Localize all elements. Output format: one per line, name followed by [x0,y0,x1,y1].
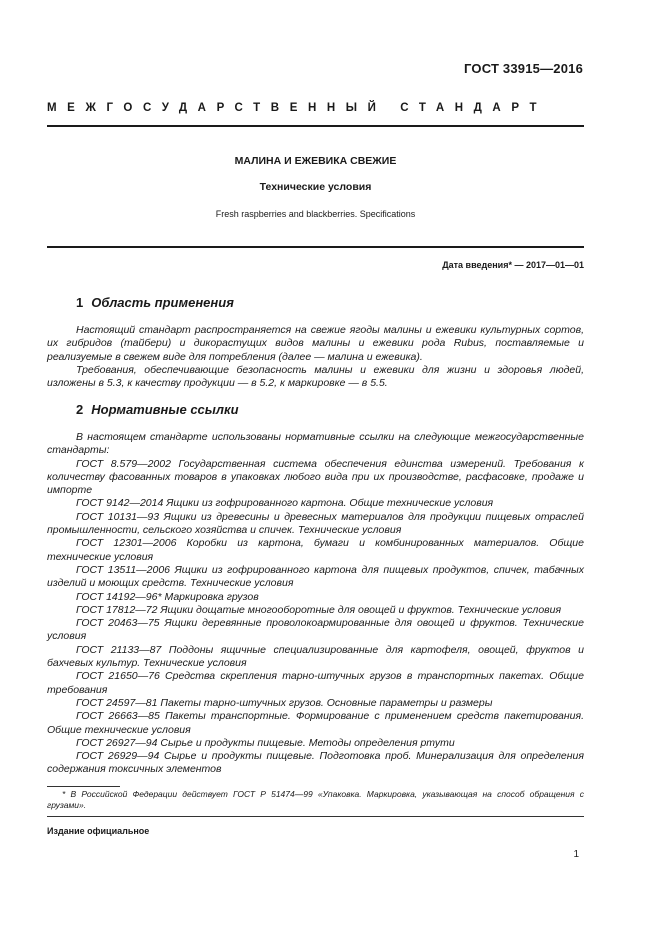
reference-item: ГОСТ 26929—94 Сырье и продукты пищевые. Подготовка проб. Минерализация для определения содержания токсичных элементов [47,750,584,776]
paragraph: Настоящий стандарт распространяется на свежие ягоды малины и ежевики культурных сортов, их гибридов (тайбери) и дикорастущих видов малины и ежевики рода Rubus, поставляемые и реализуемые в свежем виде для потребления (далее — малина и ежевика). [47,324,584,363]
paragraph: В настоящем стандарте использованы нормативные ссылки на следующие межгосударственные стандарты: [47,431,584,457]
document-subtitle: Технические условия [259,181,372,193]
reference-item: ГОСТ 8.579—2002 Государственная система обеспечения единства измерений. Требования к количеству фасованных товаров в упаковках любого вида при их производстве, расфасовке, продаже и импорте [47,457,584,497]
reference-item: ГОСТ 26927—94 Сырье и продукты пищевые. Методы определения ртути [76,736,455,749]
section-heading-scope [76,295,234,310]
reference-item: ГОСТ 17812—72 Ящики дощатые многооборотные для овощей и фруктов. Технические условия [76,603,562,616]
reference-item: ГОСТ 24597—81 Пакеты тарно-штучных грузов. Основные параметры и размеры [76,696,493,709]
footnote-separator [47,786,120,787]
introduction-date: Дата введения* — 2017—01—01 [442,260,584,270]
reference-item: ГОСТ 21650—76 Средства скрепления тарно-штучных грузов в транспортных пакетах. Общие требования [47,670,584,696]
page-number: 1 [573,849,579,860]
footer-divider [47,816,584,817]
section-title: Область применения [91,295,234,310]
footnote [47,789,584,811]
reference-item: ГОСТ 14192—96* Маркировка грузов [76,590,259,603]
paragraph: Требования, обеспечивающие безопасность малины и ежевики для жизни и здоровья людей, изложены в 5.3, к качеству продукции — в 5.2, к маркировке — в 5.5. [47,363,584,390]
reference-item: ГОСТ 20463—75 Ящики деревянные проволокоармированные для овощей и фруктов. Технические условия [47,617,584,643]
section-body-normative-references [47,431,584,777]
section-body-scope [47,324,584,390]
reference-item: ГОСТ 10131—93 Ящики из древесины и древесных материалов для продукции пищевых отраслей промышленности, сельского хозяйства и спичек. Технические условия [47,510,584,537]
section-number: 1 [76,295,84,310]
reference-item: ГОСТ 12301—2006 Коробки из картона, бумаги и комбинированных материалов. Общие технические условия [47,537,584,563]
interstate-standard-banner: МЕЖГОСУДАРСТВЕННЫЙ СТАНДАРТ [47,102,548,114]
section-heading-normative-references [76,402,239,417]
reference-item: ГОСТ 13511—2006 Ящики из гофрированного картона для пищевых продуктов, спичек, табачных изделий и моющих средств. Технические условия [47,563,584,590]
section-number: 2 [76,402,84,417]
reference-item: ГОСТ 9142—2014 Ящики из гофрированного картона. Общие технические условия [76,497,494,510]
reference-item: ГОСТ 26663—85 Пакеты транспортные. Формирование с применением средств пакетирования. Общие технические условия [47,710,584,736]
header-divider [47,125,584,127]
footnote-text: * В Российской Федерации действует ГОСТ Р 51474—99 «Упаковка. Маркировка, указывающая на способ обращения с грузами». [47,789,584,810]
document-title: МАЛИНА И ЕЖЕВИКА СВЕЖИЕ [234,155,397,167]
english-title: Fresh raspberries and blackberries. Specifications [215,209,416,219]
official-edition-label: Издание официальное [47,826,150,836]
section-title: Нормативные ссылки [91,402,239,417]
reference-item: ГОСТ 21133—87 Поддоны ящичные специализированные для картофеля, овощей, фруктов и бахчевых культур. Технические условия [47,643,584,670]
title-divider [47,246,584,248]
standard-number: ГОСТ 33915—2016 [464,61,583,76]
